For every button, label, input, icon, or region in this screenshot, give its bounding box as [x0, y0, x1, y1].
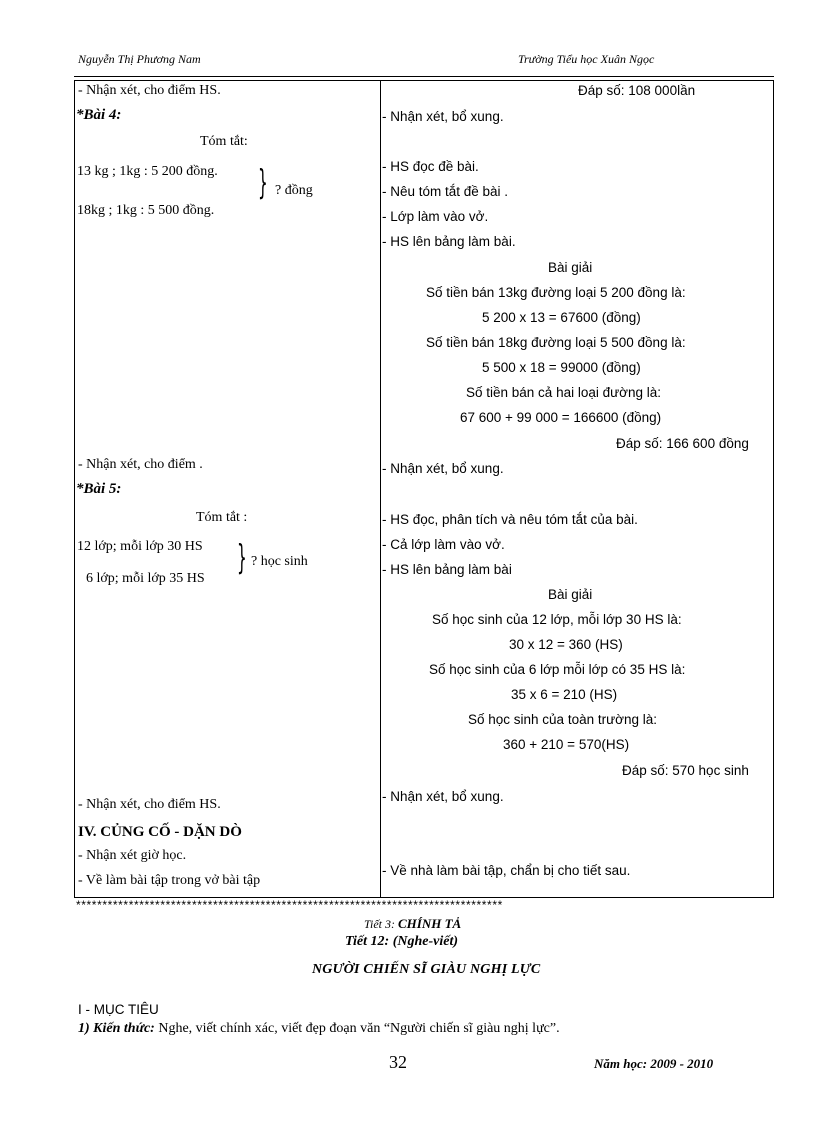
bai4-solution-line-4: 5 500 x 18 = 99000 (đồng) [482, 360, 641, 375]
bai4-solution-line-3: Số tiền bán 18kg đường loại 5 500 đồng là: [426, 335, 686, 350]
right-line-7: - Nhận xét, bổ xung. [382, 461, 504, 476]
bai4-solution-title: Bài giải [548, 260, 593, 275]
bai5-solution-line-4: 35 x 6 = 210 (HS) [511, 687, 618, 702]
objectives-heading: I - MỤC TIÊU [78, 1002, 159, 1017]
bai5-question: ? học sinh [251, 554, 308, 569]
star-separator: ********************************************************************************* [76, 898, 503, 912]
lesson-subtitle: Tiết 12: (Nghe-viết) [345, 934, 458, 949]
left-line-4: - Nhận xét giờ học. [78, 848, 187, 863]
bai4-summary-line-2: 18kg ; 1kg : 5 500 đồng. [77, 203, 215, 218]
bai4-solution-line-2: 5 200 x 13 = 67600 (đồng) [482, 310, 641, 325]
answer-bai3: Đáp số: 108 000lần [578, 83, 696, 98]
section-iv-heading: IV. CỦNG CỐ - DẶN DÒ [78, 824, 242, 840]
lesson-period-label: Tiết 3: [364, 917, 396, 931]
lesson-title: NGƯỜI CHIẾN SĨ GIÀU NGHỊ LỰC [312, 962, 541, 977]
bai4-brace: } [258, 163, 268, 203]
bai5-answer: Đáp số: 570 học sinh [622, 763, 749, 778]
right-line-3: - HS đọc đề bài. [382, 159, 479, 174]
bai5-solution-line-3: Số học sinh của 6 lớp mỗi lớp có 35 HS là: [429, 662, 686, 677]
bai5-summary-line-1: 12 lớp; mỗi lớp 30 HS [77, 539, 203, 554]
bai5-solution-line-1: Số học sinh của 12 lớp, mỗi lớp 30 HS là: [432, 612, 682, 627]
bai4-solution-line-6: 67 600 + 99 000 = 166600 (đồng) [460, 410, 662, 425]
right-line-12: - Về nhà làm bài tập, chẩn bị cho tiết sau. [382, 863, 631, 878]
bai4-question: ? đồng [275, 183, 313, 198]
bai5-solution-line-5: Số học sinh của toàn trường là: [468, 712, 657, 727]
knowledge-line [78, 1020, 560, 1038]
header-author: Nguyễn Thị Phương Nam [78, 52, 201, 66]
bai4-answer: Đáp số: 166 600 đồng [616, 436, 749, 451]
bai4-solution-line-5: Số tiền bán cả hai loại đường là: [466, 385, 662, 400]
bai4-heading: *Bài 4: [76, 107, 122, 123]
table-divider [380, 80, 381, 898]
lesson-period [364, 915, 461, 933]
bai4-summary-title: Tóm tắt: [200, 134, 248, 149]
right-line-2: - Nhận xét, bổ xung. [382, 109, 504, 124]
right-line-11: - Nhận xét, bổ xung. [382, 789, 504, 804]
bai4-summary-line-1: 13 kg ; 1kg : 5 200 đồng. [77, 164, 218, 179]
lesson-subject: CHÍNH TẢ [398, 916, 462, 931]
bai5-summary-title: Tóm tắt : [196, 510, 248, 525]
right-line-4: - Nêu tóm tắt đề bài . [382, 184, 509, 199]
left-line-1: - Nhận xét, cho điểm HS. [78, 83, 221, 98]
right-line-5: - Lớp làm vào vở. [382, 209, 489, 224]
bai5-brace: } [237, 538, 247, 578]
header-school: Trường Tiểu học Xuân Ngọc [518, 52, 655, 66]
knowledge-text: Nghe, viết chính xác, viết đẹp đoạn văn “Người chiến sĩ giàu nghị lực”. [154, 1021, 560, 1036]
right-line-10: - HS lên bảng làm bài [382, 562, 512, 577]
left-line-5: - Về làm bài tập trong vở bài tập [78, 873, 261, 888]
header-rule [74, 76, 774, 77]
left-line-3: - Nhận xét, cho điểm HS. [78, 797, 221, 812]
bai5-summary-line-2: 6 lớp; mỗi lớp 35 HS [86, 571, 205, 586]
page-number: 32 [389, 1052, 407, 1072]
bai5-solution-line-6: 360 + 210 = 570(HS) [503, 737, 630, 752]
bai5-solution-title: Bài giải [548, 587, 593, 602]
right-line-8: - HS đọc, phân tích và nêu tóm tắt của bài. [382, 512, 638, 527]
right-line-6: - HS lên bảng làm bài. [382, 234, 516, 249]
school-year: Năm học: 2009 - 2010 [594, 1056, 714, 1071]
knowledge-label: 1) Kiến thức: [78, 1021, 155, 1036]
left-line-2: - Nhận xét, cho điểm . [78, 457, 203, 472]
bai5-heading: *Bài 5: [76, 481, 122, 497]
bai4-solution-line-1: Số tiền bán 13kg đường loại 5 200 đồng là: [426, 285, 686, 300]
right-line-9: - Cả lớp làm vào vở. [382, 537, 505, 552]
bai5-solution-line-2: 30 x 12 = 360 (HS) [509, 637, 623, 652]
